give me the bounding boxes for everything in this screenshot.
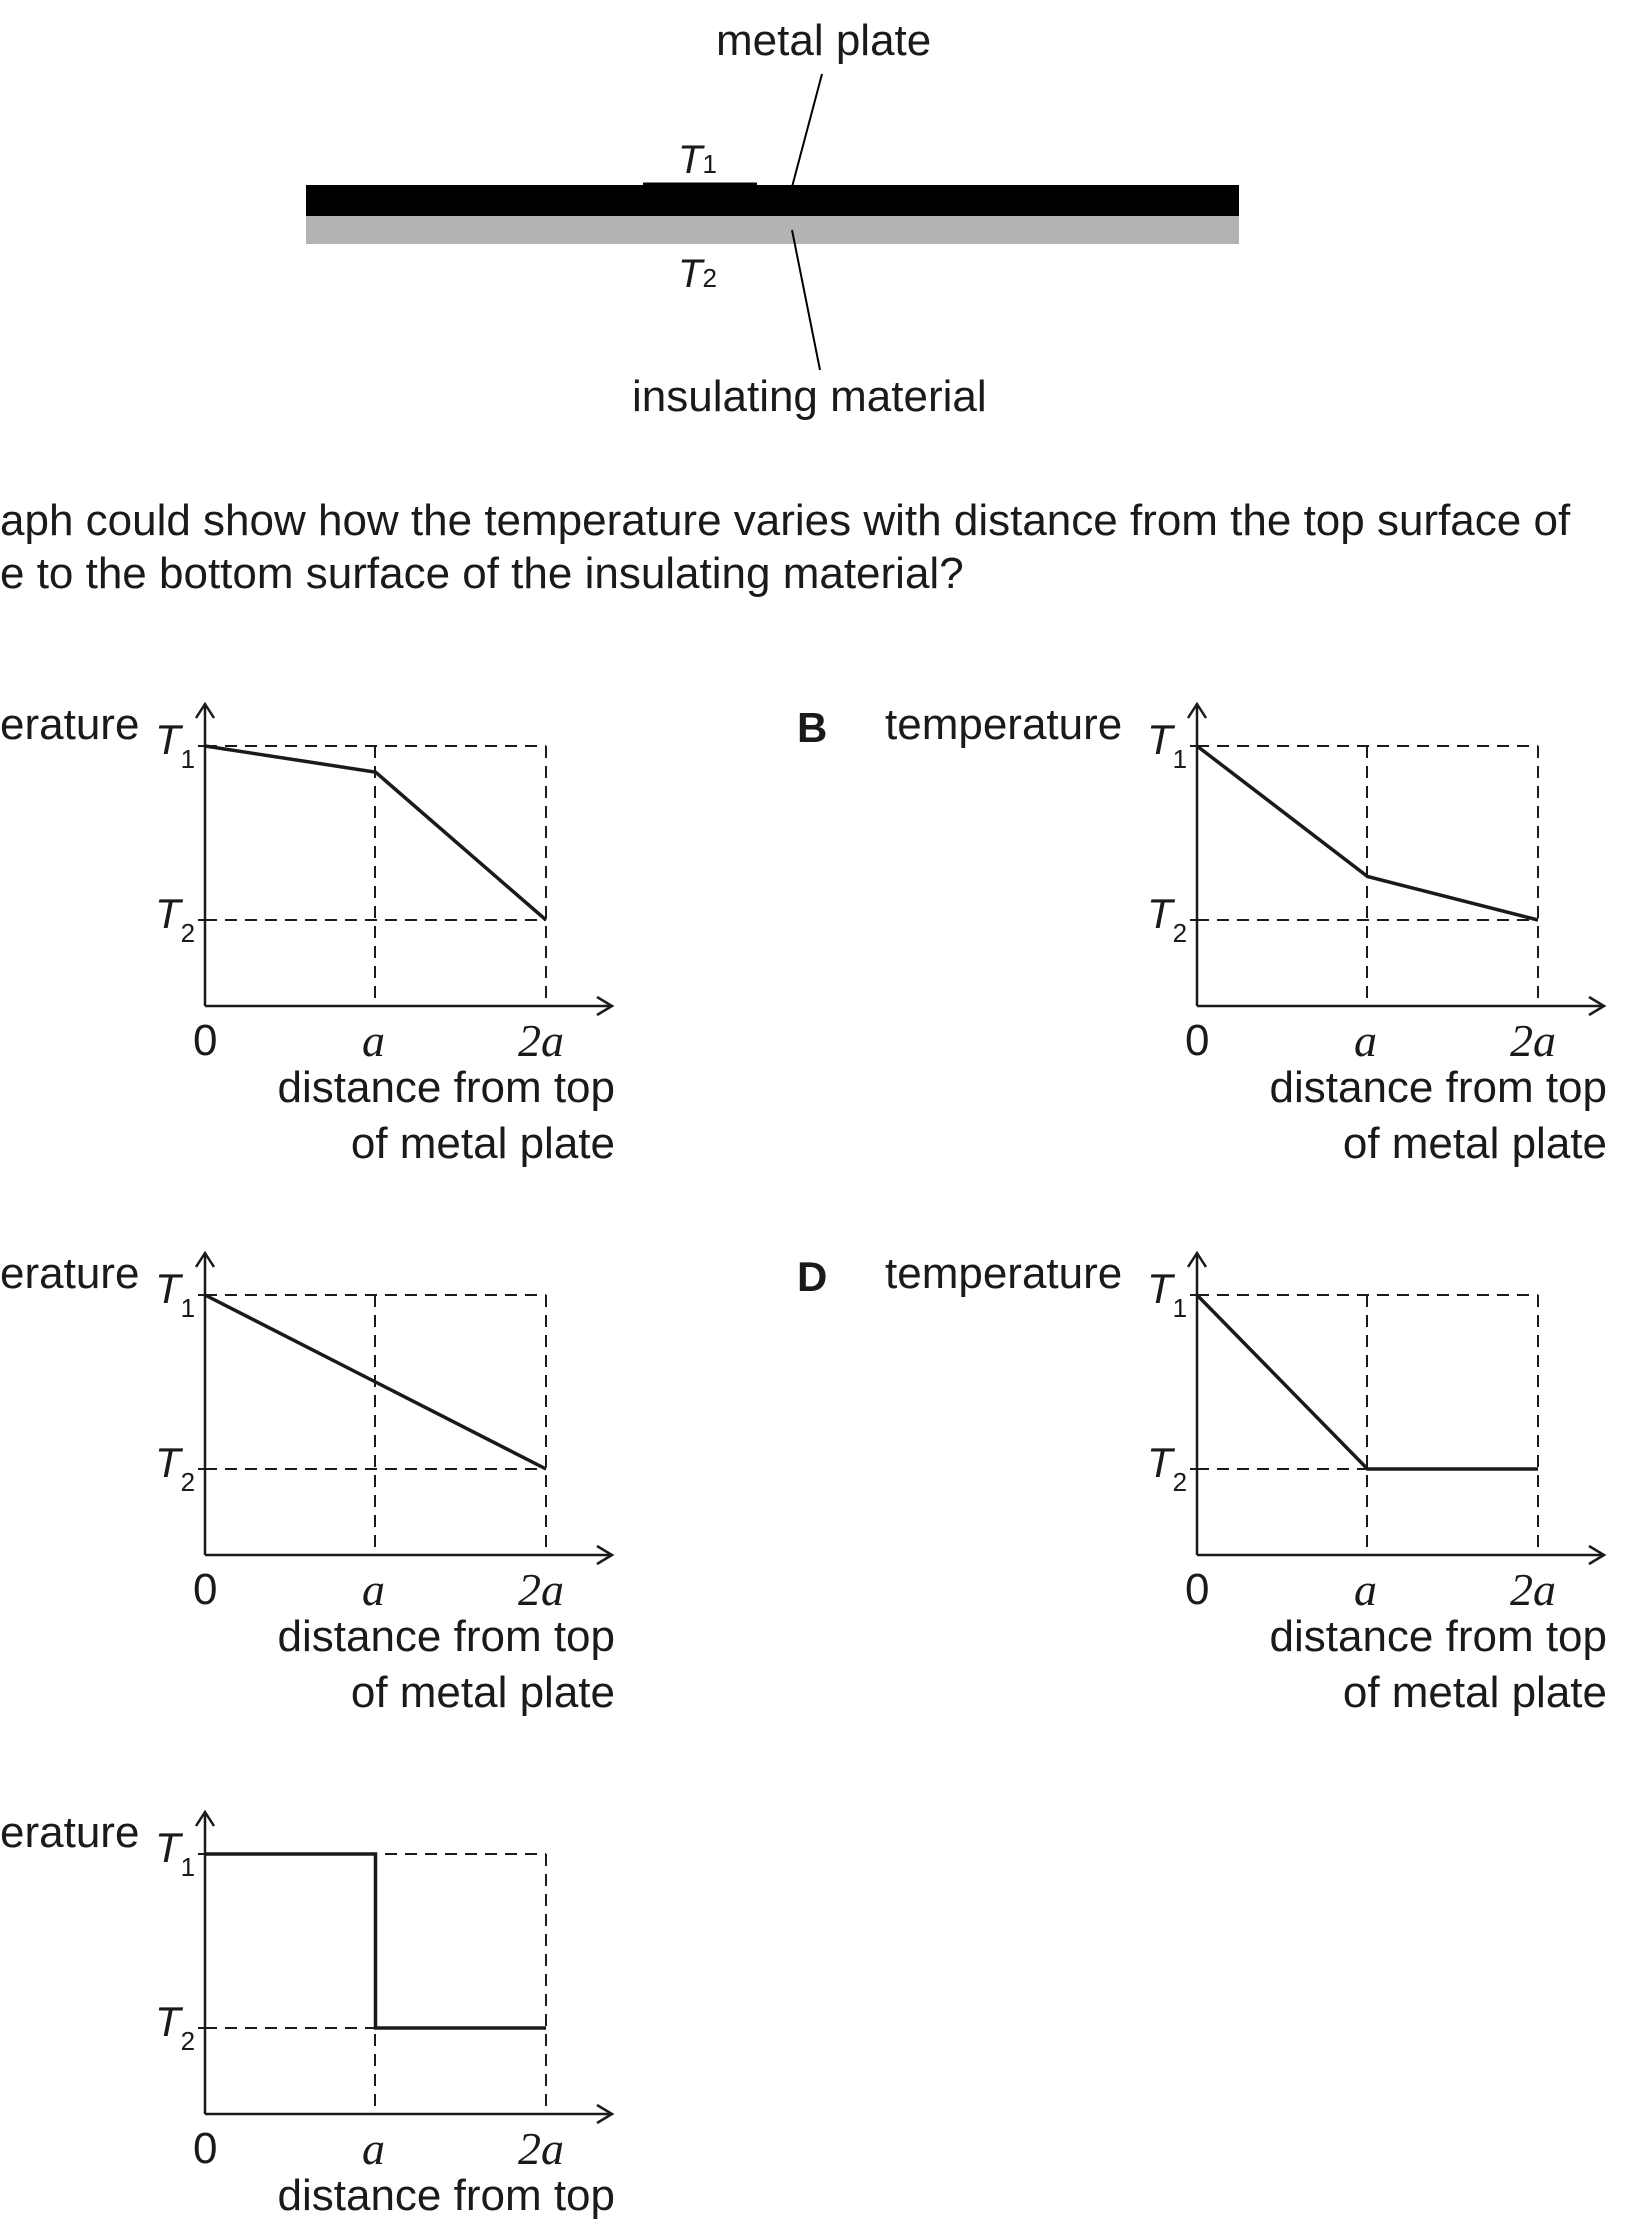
x-axis-label [1270, 1609, 1608, 1721]
question-line-1: aph could show how the temperature varies with distance from the top surface of [0, 496, 1571, 545]
x-axis-label-line-2: of metal plate [350, 1119, 615, 1168]
tick-label-a: a [362, 1564, 385, 1615]
y-axis-label: temperature [885, 700, 1123, 749]
tick-label-a: a [362, 1015, 385, 1066]
insulating-material-label: insulating material [632, 372, 987, 421]
x-axis-label [1270, 1060, 1608, 1172]
x-axis-label [278, 1609, 616, 1721]
x-axis-label-line-1: distance from top [277, 1612, 615, 1661]
t2-axis-label: $T_2$ [155, 890, 196, 948]
tick-label-a: a [362, 2123, 385, 2174]
x-axis-label [278, 2168, 616, 2224]
plate-t1-label: T1 [678, 138, 717, 182]
x-axis-label-line-2: of metal plate [1342, 1668, 1607, 1717]
metal-plate-label: metal plate [716, 16, 932, 65]
t1-axis-label: $T_1$ [1147, 1265, 1188, 1323]
x-axis-label-line-1: distance from top [277, 2171, 615, 2220]
option-letter: D [797, 1253, 828, 1300]
graph-option-1 [196, 704, 612, 1015]
t1-axis-label: $T_1$ [155, 716, 196, 774]
tick-label-0: 0 [193, 1565, 218, 1614]
tick-label-2a: 2a [518, 2123, 564, 2174]
tick-label-0: 0 [1185, 1016, 1210, 1065]
y-axis-label: erature [0, 1808, 140, 1857]
tick-label-2a: 2a [1510, 1015, 1556, 1066]
tick-label-a: a [1354, 1015, 1377, 1066]
x-axis-label-line-1: distance from top [1269, 1063, 1607, 1112]
graph-option-3 [196, 1253, 612, 1564]
t2-axis-label: $T_2$ [1147, 1439, 1188, 1497]
x-axis-label-line-2: of metal plate [350, 1668, 615, 1717]
t2-axis-label: $T_2$ [1147, 890, 1188, 948]
y-axis-label: temperature [885, 1249, 1123, 1298]
x-axis-label-line-1: distance from top [1269, 1612, 1607, 1661]
question-line-2: e to the bottom surface of the insulating material? [0, 549, 964, 598]
tick-label-2a: 2a [518, 1564, 564, 1615]
x-axis-label-line-2: of metal plate [1342, 1119, 1607, 1168]
temperature-profile-line [205, 1854, 546, 2028]
tick-label-0: 0 [193, 1016, 218, 1065]
tick-label-2a: 2a [1510, 1564, 1556, 1615]
option-letter: B [797, 704, 828, 751]
t2-axis-label: $T_2$ [155, 1439, 196, 1497]
t2-axis-label: $T_2$ [155, 1998, 196, 2056]
plate-t2-label: T2 [678, 252, 717, 296]
t1-axis-label: $T_1$ [1147, 716, 1188, 774]
t1-axis-label: $T_1$ [155, 1265, 196, 1323]
y-axis-label: erature [0, 1249, 140, 1298]
graph-option-2 [1188, 704, 1604, 1015]
tick-label-0: 0 [1185, 1565, 1210, 1614]
y-axis-label: erature [0, 700, 140, 749]
graph-option-4 [1188, 1253, 1604, 1564]
x-axis-label-line-1: distance from top [277, 1063, 615, 1112]
x-axis-label [278, 1060, 616, 1172]
tick-label-2a: 2a [518, 1015, 564, 1066]
graph-option-5 [196, 1812, 612, 2123]
t1-axis-label: $T_1$ [155, 1824, 196, 1882]
tick-label-0: 0 [193, 2124, 218, 2173]
tick-label-a: a [1354, 1564, 1377, 1615]
